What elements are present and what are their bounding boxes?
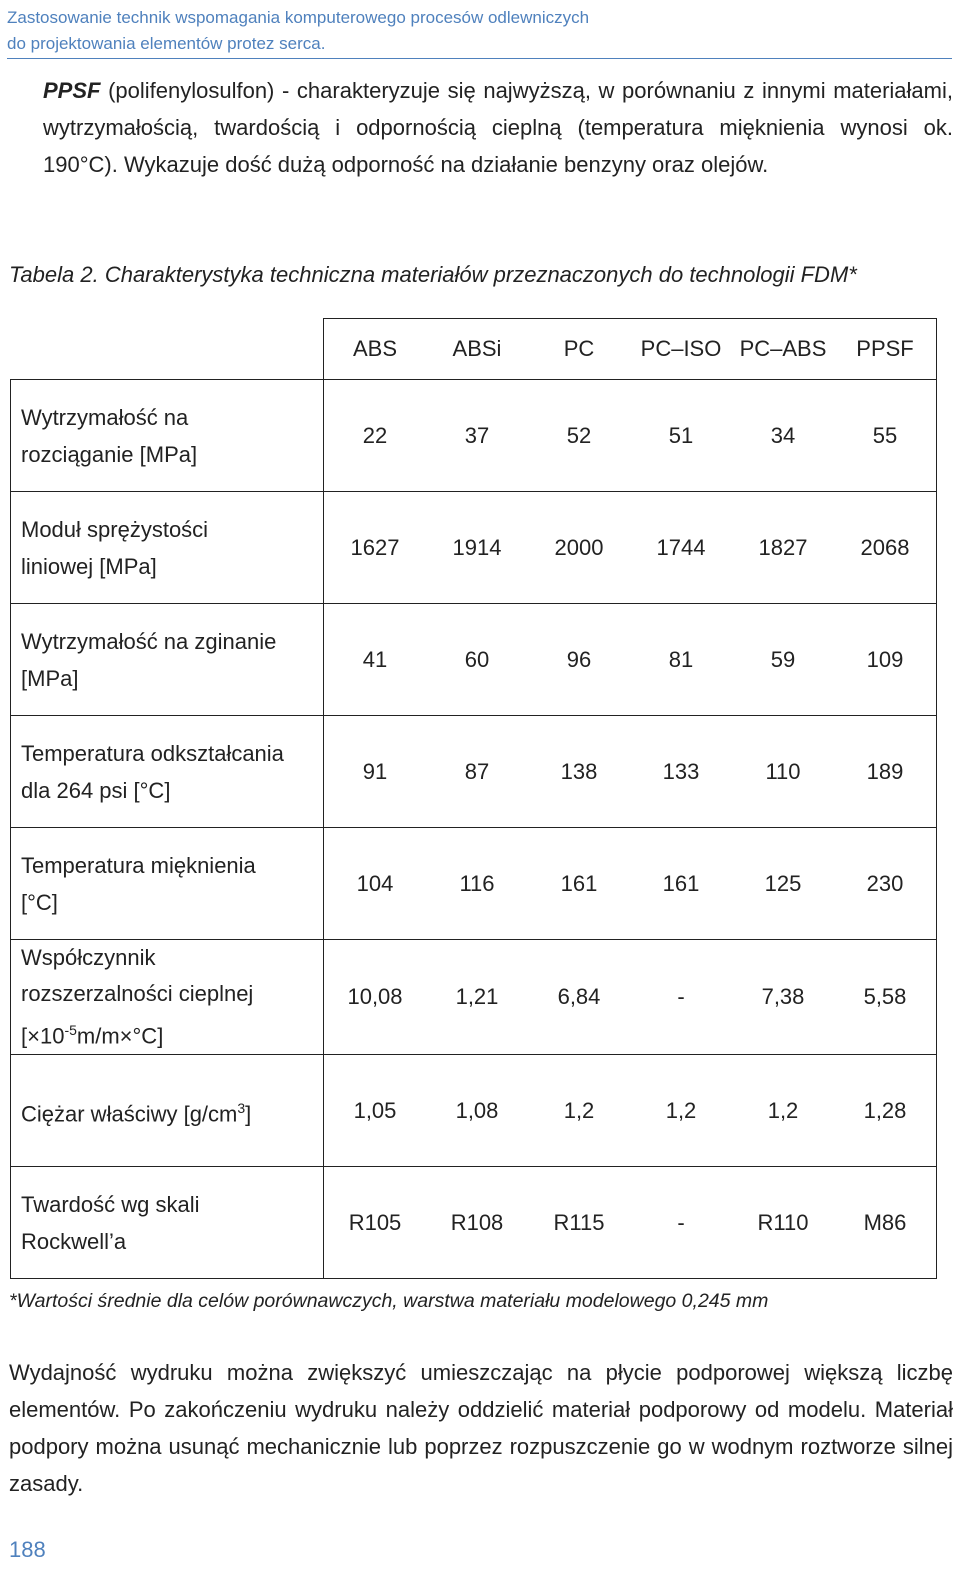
paragraph-ppsf bbox=[43, 72, 953, 183]
table-cell: 81 bbox=[630, 604, 732, 716]
column-header: PC bbox=[528, 319, 630, 380]
table-cell: 116 bbox=[426, 828, 528, 940]
table-corner bbox=[11, 319, 324, 380]
column-header: ABS bbox=[324, 319, 427, 380]
table-cell: 1,2 bbox=[732, 1055, 834, 1167]
table-row bbox=[11, 1167, 937, 1279]
table-cell: 1627 bbox=[324, 492, 427, 604]
table-cell: - bbox=[630, 1167, 732, 1279]
table-cell: 1744 bbox=[630, 492, 732, 604]
column-header: PPSF bbox=[834, 319, 937, 380]
table-cell: 1,2 bbox=[630, 1055, 732, 1167]
table-cell: 125 bbox=[732, 828, 834, 940]
table-row bbox=[11, 828, 937, 940]
row-label: Współczynnik rozszerzalności cieplnej $[\times 10^{-5}m/m\times^\circ C]$ bbox=[11, 940, 324, 1055]
page-number: 188 bbox=[9, 1537, 46, 1562]
row-label: Temperatura mięknienia [°C] bbox=[11, 828, 324, 940]
table-cell: 109 bbox=[834, 604, 937, 716]
table-cell: 1827 bbox=[732, 492, 834, 604]
row-label: Ciężar właściwy $[g/cm^3]$ bbox=[11, 1055, 324, 1167]
table-cell: 1,05 bbox=[324, 1055, 427, 1167]
running-header-line-2: do projektowania elementów protez serca. bbox=[7, 34, 326, 53]
table-cell: 34 bbox=[732, 380, 834, 492]
table-cell: 133 bbox=[630, 716, 732, 828]
row-label: Temperatura odkształcania dla 264 psi [°C] bbox=[11, 716, 324, 828]
column-header: PC–ABS bbox=[732, 319, 834, 380]
row-label: Twardość wg skali Rockwell’a bbox=[11, 1167, 324, 1279]
row-label: Moduł sprężystości liniowej [MPa] bbox=[11, 492, 324, 604]
table-cell: 55 bbox=[834, 380, 937, 492]
table-cell: 41 bbox=[324, 604, 427, 716]
table-cell: 161 bbox=[630, 828, 732, 940]
table-cell: 1,08 bbox=[426, 1055, 528, 1167]
ppsf-description: (polifenylosulfon) - charakteryzuje się najwyższą, w porównaniu z innymi materiałami, wytrzymałością, twardością i odpornością cieplną (temperatura mięknienia wynosi ok. 190°C). Wykazuje dość dużą odporność na działanie benzyny oraz olejów. bbox=[43, 78, 953, 177]
table-header-row bbox=[11, 319, 937, 380]
table-cell: 230 bbox=[834, 828, 937, 940]
table-cell: 189 bbox=[834, 716, 937, 828]
table-cell: 2000 bbox=[528, 492, 630, 604]
materials-table bbox=[10, 318, 937, 1279]
table-cell: 7,38 bbox=[732, 940, 834, 1055]
table-cell: R108 bbox=[426, 1167, 528, 1279]
materials-table-wrap bbox=[10, 318, 937, 1279]
table-cell: 37 bbox=[426, 380, 528, 492]
table-cell: 1,28 bbox=[834, 1055, 937, 1167]
table-caption: Tabela 2. Charakterystyka techniczna materiałów przeznaczonych do technologii FDM* bbox=[9, 262, 857, 287]
table-cell: 96 bbox=[528, 604, 630, 716]
table-cell: 2068 bbox=[834, 492, 937, 604]
table-cell: 5,58 bbox=[834, 940, 937, 1055]
table-cell: 51 bbox=[630, 380, 732, 492]
table-cell: 87 bbox=[426, 716, 528, 828]
running-header-line-1: Zastosowanie technik wspomagania komputerowego procesów odlewniczych bbox=[7, 8, 590, 27]
column-header: ABSi bbox=[426, 319, 528, 380]
table-cell: 1,2 bbox=[528, 1055, 630, 1167]
paragraph-print-efficiency: Wydajność wydruku można zwiększyć umieszczając na płycie podporowej większą liczbę elementów. Po zakończeniu wydruku należy oddzielić materiał podporowy od modelu. Materiał podpory można usunąć mechanicznie lub poprzez rozpuszczenie go w wodnym roztworze silnej zasady. bbox=[9, 1360, 953, 1496]
table-cell: 91 bbox=[324, 716, 427, 828]
table-row bbox=[11, 492, 937, 604]
table-row bbox=[11, 1055, 937, 1167]
table-cell: M86 bbox=[834, 1167, 937, 1279]
row-label: Wytrzymałość na rozciąganie [MPa] bbox=[11, 380, 324, 492]
table-cell: - bbox=[630, 940, 732, 1055]
table-cell: 60 bbox=[426, 604, 528, 716]
header-rule bbox=[7, 58, 952, 59]
table-cell: 52 bbox=[528, 380, 630, 492]
table-cell: 104 bbox=[324, 828, 427, 940]
table-row bbox=[11, 604, 937, 716]
table-footnote: *Wartości średnie dla celów porównawczych, warstwa materiału modelowego 0,245 mm bbox=[9, 1290, 769, 1312]
table-cell: 59 bbox=[732, 604, 834, 716]
row-label: Wytrzymałość na zginanie [MPa] bbox=[11, 604, 324, 716]
ppsf-term: PPSF bbox=[43, 78, 101, 103]
running-header bbox=[7, 5, 952, 57]
table-cell: R115 bbox=[528, 1167, 630, 1279]
table-row bbox=[11, 716, 937, 828]
table-cell: R105 bbox=[324, 1167, 427, 1279]
column-header: PC–ISO bbox=[630, 319, 732, 380]
table-cell: 110 bbox=[732, 716, 834, 828]
table-cell: 161 bbox=[528, 828, 630, 940]
table-cell: 22 bbox=[324, 380, 427, 492]
table-row bbox=[11, 940, 937, 1055]
table-cell: 6,84 bbox=[528, 940, 630, 1055]
table-cell: 10,08 bbox=[324, 940, 427, 1055]
table-cell: R110 bbox=[732, 1167, 834, 1279]
table-cell: 1,21 bbox=[426, 940, 528, 1055]
table-row bbox=[11, 380, 937, 492]
table-cell: 138 bbox=[528, 716, 630, 828]
table-cell: 1914 bbox=[426, 492, 528, 604]
